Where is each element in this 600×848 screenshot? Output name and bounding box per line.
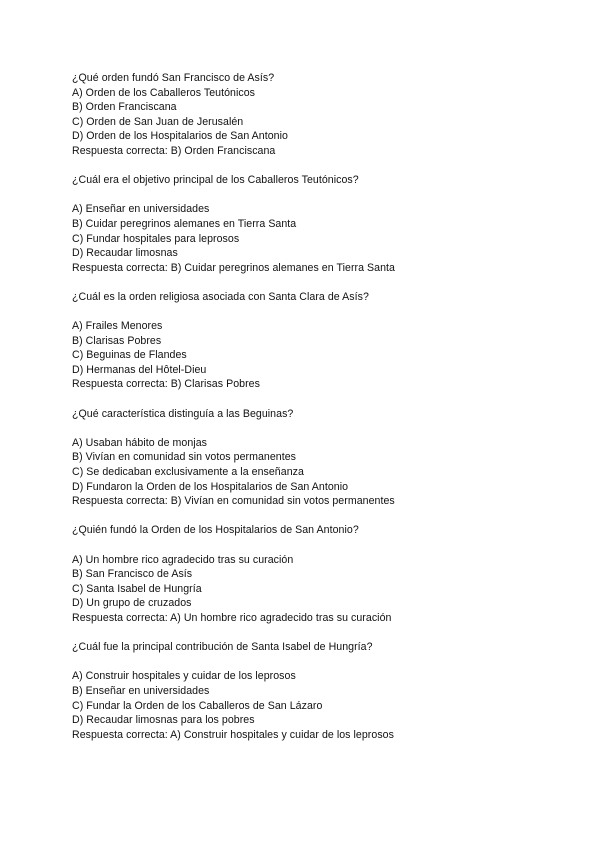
blank-line — [72, 421, 572, 436]
blank-line — [72, 188, 572, 203]
correct-answer: Respuesta correcta: B) Cuidar peregrinos alemanes en Tierra Santa — [72, 261, 395, 274]
question-block — [72, 173, 572, 275]
question-block — [72, 640, 572, 742]
option-d: D) Recaudar limosnas para los pobres — [72, 714, 255, 727]
option-b: B) Enseñar en universidades — [72, 684, 210, 697]
question-text: ¿Cuál era el objetivo principal de los Caballeros Teutónicos? — [72, 174, 359, 187]
blank-line — [72, 305, 572, 320]
option-c: C) Santa Isabel de Hungría — [72, 582, 202, 595]
correct-answer: Respuesta correcta: A) Construir hospitales y cuidar de los leprosos — [72, 728, 394, 741]
option-a: A) Un hombre rico agradecido tras su curación — [72, 553, 294, 566]
option-c: C) Orden de San Juan de Jerusalén — [72, 115, 244, 128]
question-text: ¿Qué característica distinguía a las Beguinas? — [72, 407, 294, 420]
option-a: A) Frailes Menores — [72, 320, 163, 333]
question-text: ¿Quién fundó la Orden de los Hospitalarios de San Antonio? — [72, 524, 359, 537]
question-text: ¿Qué orden fundó San Francisco de Asís? — [72, 72, 275, 84]
option-c: C) Se dedicaban exclusivamente a la enseñanza — [72, 466, 304, 479]
blank-line — [72, 655, 572, 670]
correct-answer: Respuesta correcta: B) Orden Franciscana — [72, 144, 276, 157]
option-d: D) Orden de los Hospitalarios de San Antonio — [72, 130, 288, 143]
option-c: C) Fundar hospitales para leprosos — [72, 232, 240, 245]
option-d: D) Un grupo de cruzados — [72, 597, 192, 610]
correct-answer: Respuesta correcta: B) Vivían en comunidad sin votos permanentes — [72, 495, 395, 508]
option-d: D) Fundaron la Orden de los Hospitalarios de San Antonio — [72, 480, 349, 493]
question-block — [72, 523, 572, 625]
question-block — [72, 71, 572, 159]
quiz-content — [72, 71, 572, 757]
option-c: C) Fundar la Orden de los Caballeros de San Lázaro — [72, 699, 323, 712]
option-d: D) Recaudar limosnas — [72, 247, 178, 260]
correct-answer: Respuesta correcta: A) Un hombre rico agradecido tras su curación — [72, 611, 392, 624]
option-b: B) San Francisco de Asís — [72, 568, 193, 581]
option-c: C) Beguinas de Flandes — [72, 349, 187, 362]
option-a: A) Usaban hábito de monjas — [72, 436, 207, 449]
option-a: A) Enseñar en universidades — [72, 203, 210, 216]
option-b: B) Vivían en comunidad sin votos permanentes — [72, 451, 297, 464]
correct-answer: Respuesta correcta: B) Clarisas Pobres — [72, 378, 260, 391]
option-a: A) Construir hospitales y cuidar de los leprosos — [72, 670, 296, 683]
question-text: ¿Cuál fue la principal contribución de Santa Isabel de Hungría? — [72, 641, 373, 654]
question-block — [72, 407, 572, 509]
option-b: B) Clarisas Pobres — [72, 334, 162, 347]
blank-line — [72, 538, 572, 553]
option-b: B) Orden Franciscana — [72, 101, 177, 114]
question-block — [72, 290, 572, 392]
option-b: B) Cuidar peregrinos alemanes en Tierra Santa — [72, 217, 297, 230]
option-d: D) Hermanas del Hôtel-Dieu — [72, 363, 207, 376]
question-text: ¿Cuál es la orden religiosa asociada con Santa Clara de Asís? — [72, 290, 369, 303]
option-a: A) Orden de los Caballeros Teutónicos — [72, 86, 256, 99]
